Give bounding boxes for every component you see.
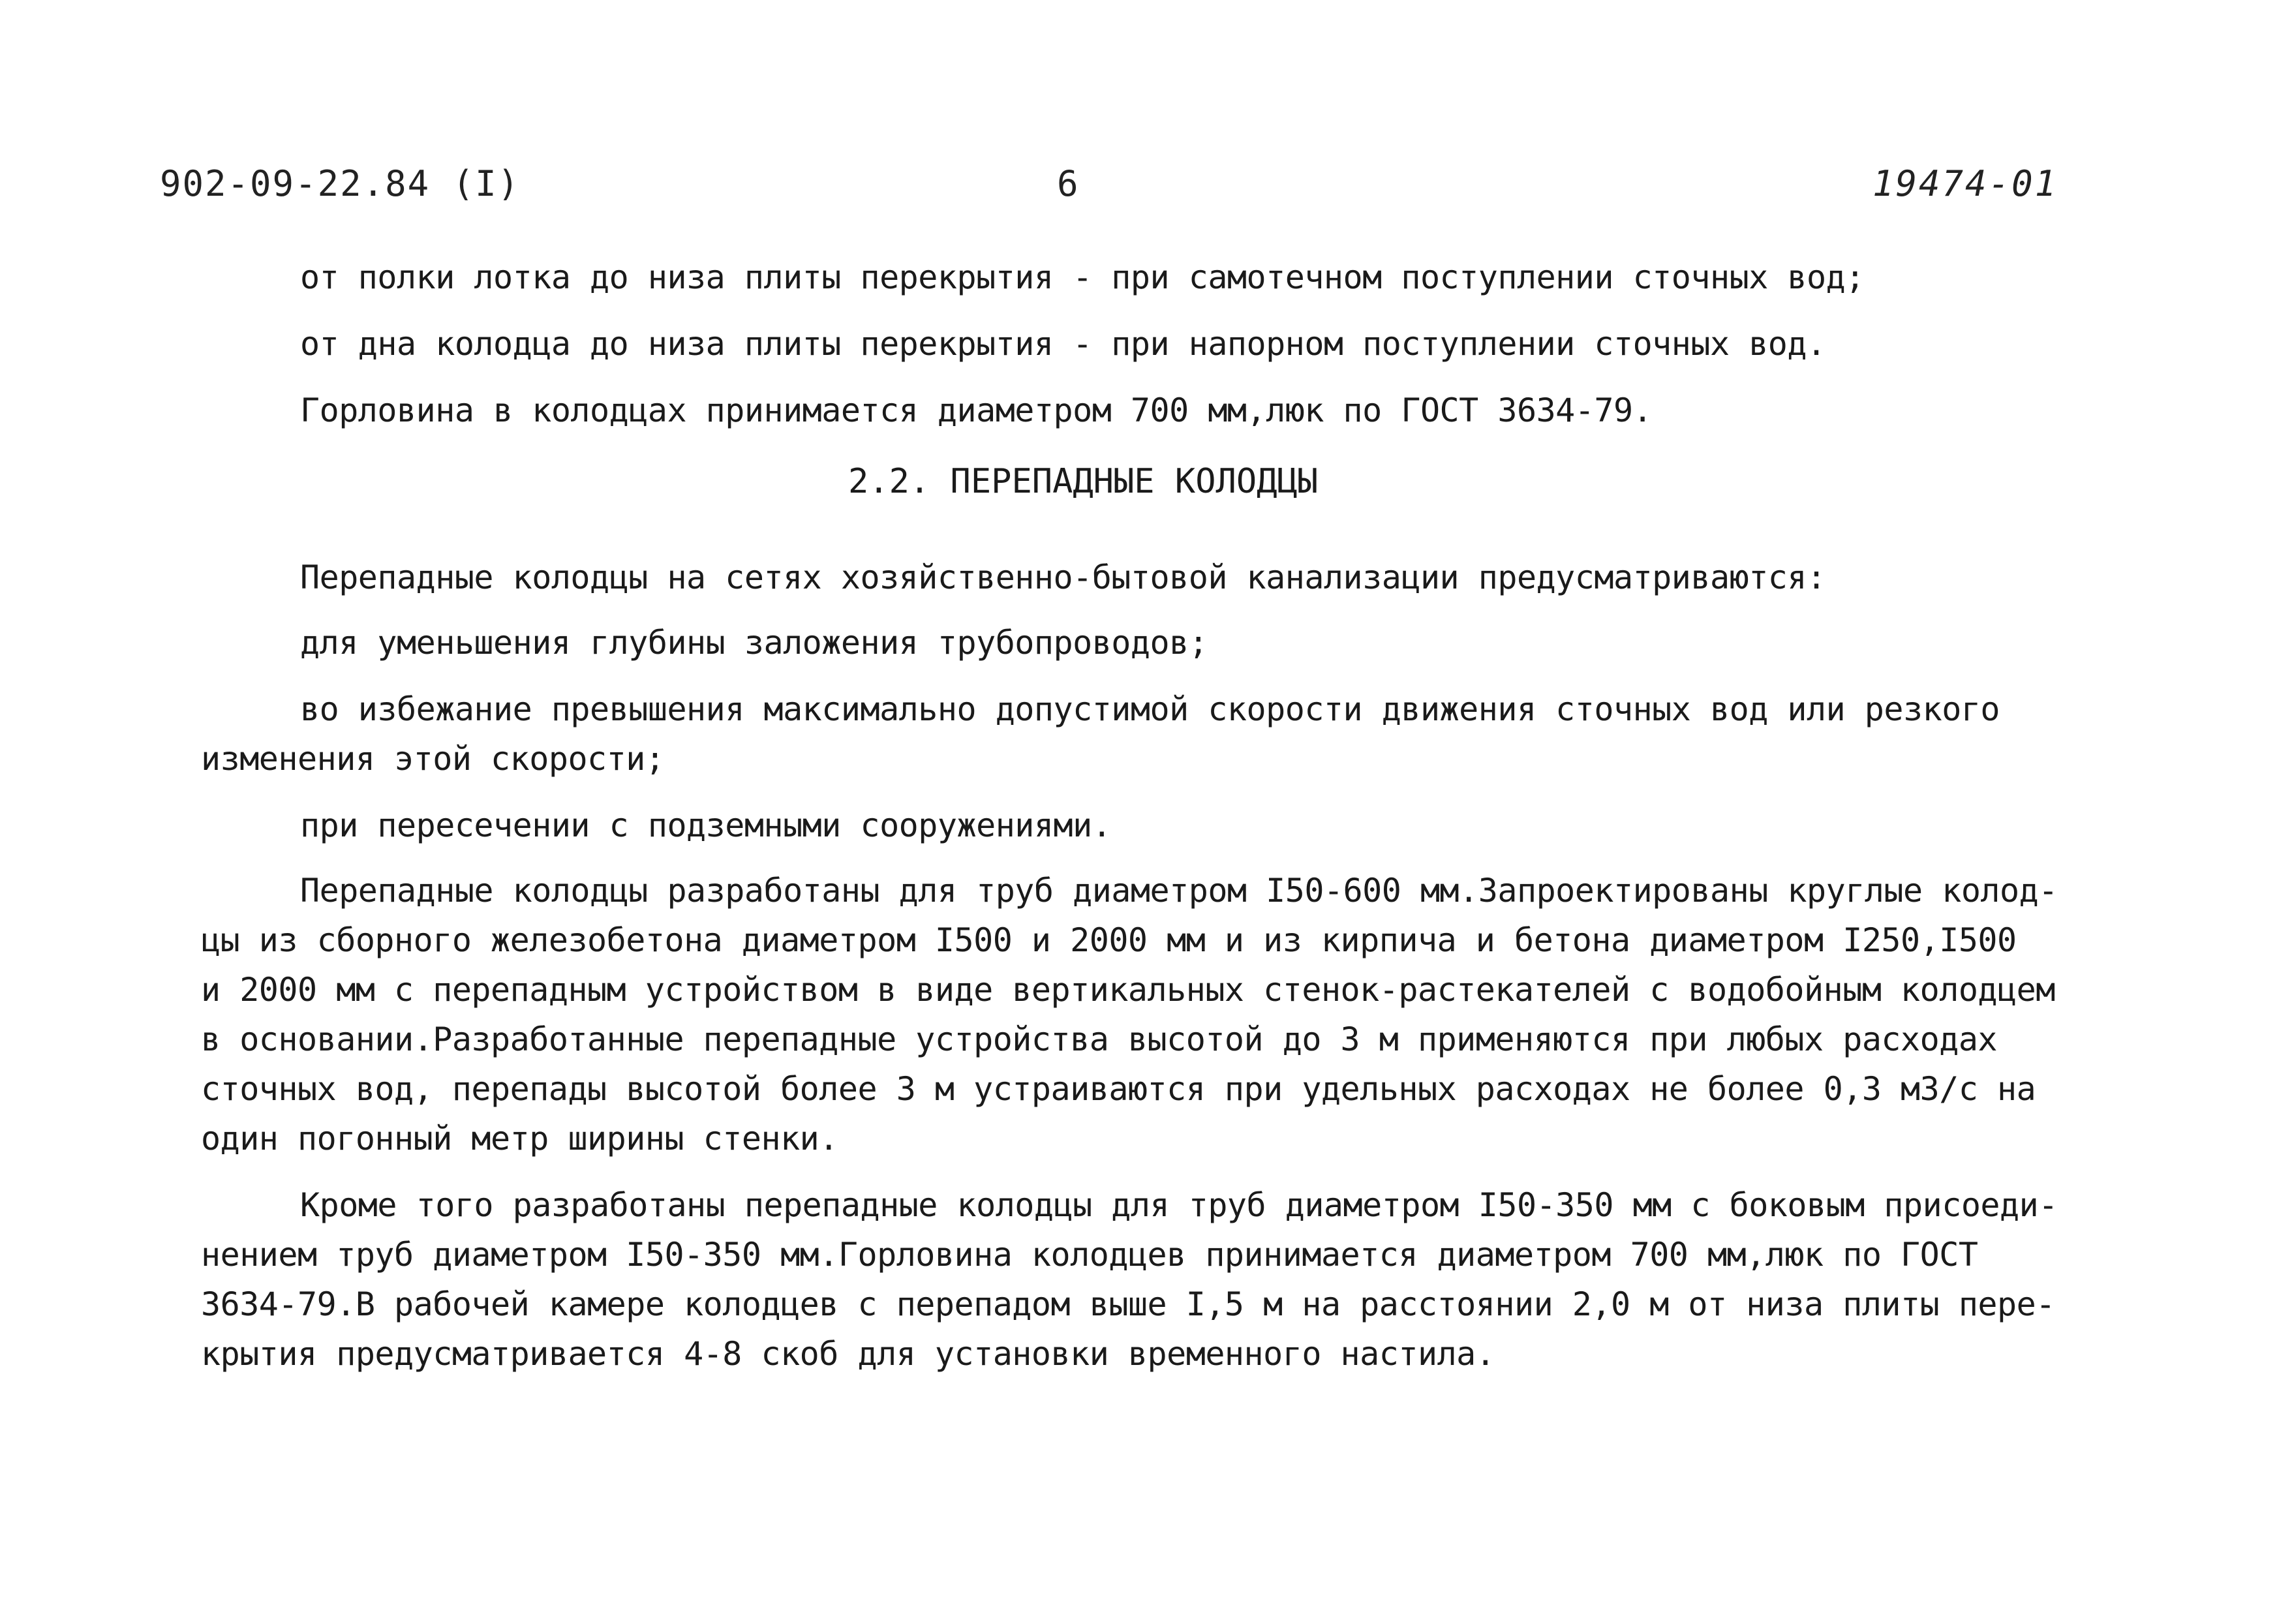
text-line: один погонный метр ширины стенки.: [201, 1120, 838, 1157]
text-line: во избежание превышения максимально допустимой скорости движения сточных вод или резкого: [300, 690, 2000, 728]
inventory-number: 19474-01: [1872, 163, 2058, 204]
text-line: Горловина в колодцах принимается диаметром 700 мм,люк по ГОСТ 3634-79.: [300, 391, 1653, 429]
text-line: при пересечении с подземными сооружениями.: [300, 806, 1112, 844]
text-line: 3634-79.В рабочей камере колодцев с перепадом выше I,5 м на расстоянии 2,0 м от низа плиты пере-: [201, 1285, 2055, 1323]
section-heading: 2.2. ПЕРЕПАДНЫЕ КОЛОДЦЫ: [848, 462, 1319, 501]
document-code: 902-09-22.84 (I): [160, 163, 521, 204]
text-line: изменения этой скорости;: [201, 740, 665, 778]
text-line: Перепадные колодцы на сетях хозяйственно-бытовой канализации предусматриваются:: [300, 559, 1826, 596]
text-line: Кроме того разработаны перепадные колодцы для труб диаметром I50-350 мм с боковым присоеди-: [300, 1186, 2058, 1224]
text-line: в основании.Разработанные перепадные устройства высотой до 3 м применяются при любых расходах: [201, 1020, 1998, 1058]
text-line: от полки лотка до низа плиты перекрытия - при самотечном поступлении сточных вод;: [300, 258, 1865, 296]
text-line: от дна колодца до низа плиты перекрытия - при напорном поступлении сточных вод.: [300, 325, 1826, 363]
text-line: для уменьшения глубины заложения трубопроводов;: [300, 624, 1208, 662]
text-line: цы из сборного железобетона диаметром I500 и 2000 мм и из кирпича и бетона диаметром I250,I500: [201, 921, 2017, 959]
text-line: крытия предусматривается 4-8 скоб для установки временного настила.: [201, 1335, 1495, 1373]
page-number: 6: [1057, 163, 1078, 204]
text-line: Перепадные колодцы разработаны для труб диаметром I50-600 мм.Запроектированы круглые колод-: [300, 872, 2058, 910]
text-line: нением труб диаметром I50-350 мм.Горловина колодцев принимается диаметром 700 мм,люк по ГОСТ: [201, 1236, 1978, 1274]
text-line: сточных вод, перепады высотой более 3 м устраиваются при удельных расходах не более 0,3 м3/с на: [201, 1070, 2036, 1108]
text-line: и 2000 мм с перепадным устройством в виде вертикальных стенок-растекателей с водобойным колодцем: [201, 971, 2055, 1009]
